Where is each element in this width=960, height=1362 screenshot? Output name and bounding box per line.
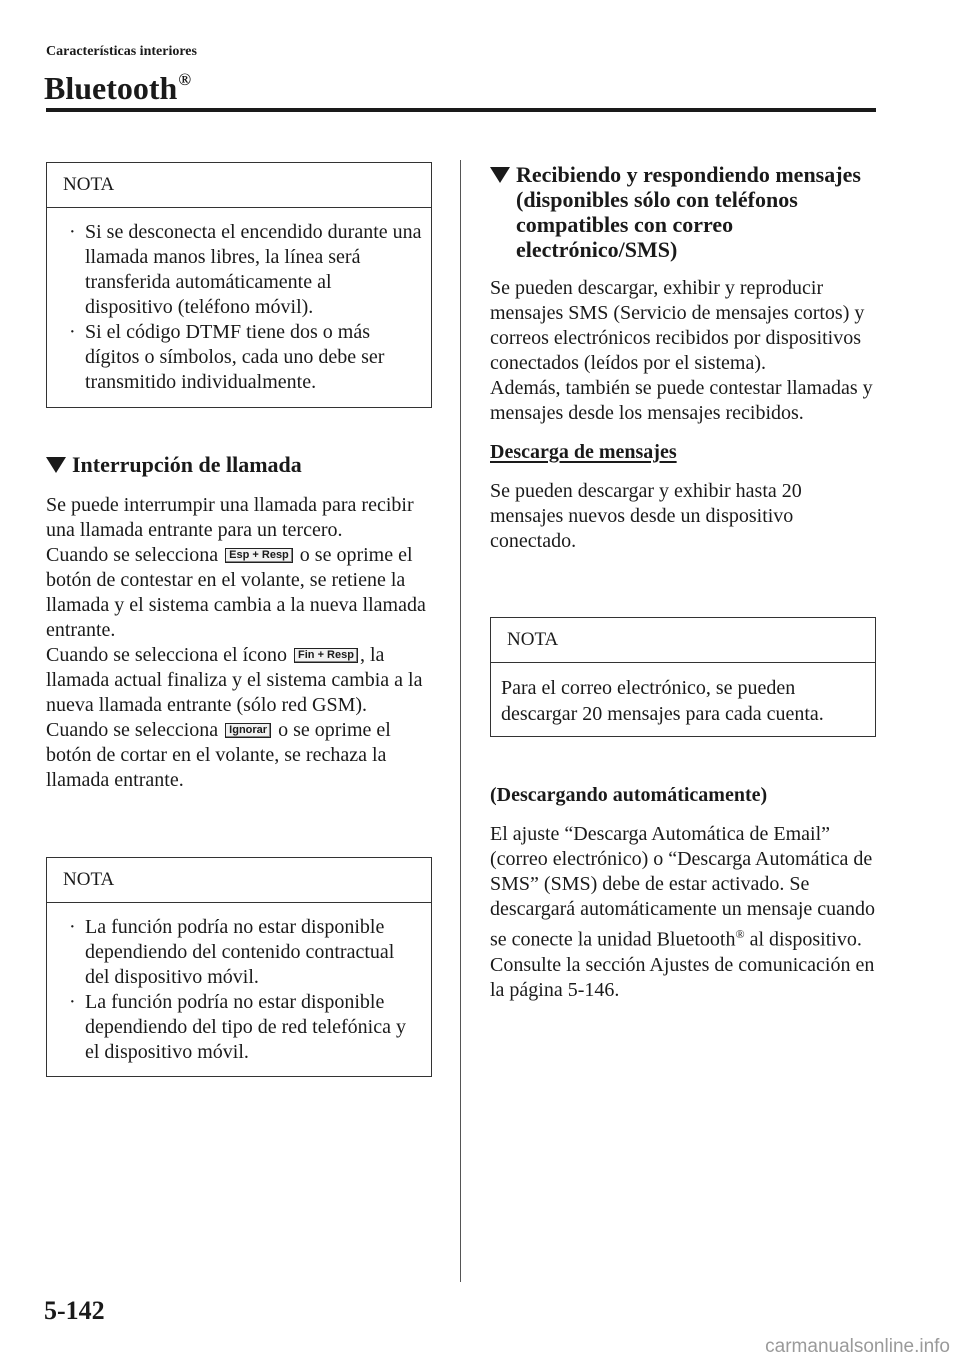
paragraph: [490, 822, 876, 953]
section-heading: [490, 162, 876, 262]
nota-item-text: Si el código DTMF tiene dos o más dígitos o símbolos, cada uno debe ser transmitido individualmente.: [85, 321, 385, 393]
page-title: [44, 60, 191, 108]
auto-download-section: [490, 783, 876, 1003]
esp-resp-button[interactable]: Esp + Resp: [225, 548, 293, 563]
page-number: 5-142: [44, 1296, 105, 1325]
heading-text: Recibiendo y respondiendo mensajes (disponibles sólo con teléfonos compatibles con correo electrónico/SMS): [516, 162, 861, 262]
nota-box-2: [46, 857, 432, 1077]
paragraph: [46, 543, 436, 643]
triangle-marker-icon: [46, 457, 66, 473]
paragraph: Consulte la sección Ajustes de comunicación en la página 5-146.: [490, 953, 875, 1001]
bullet-icon: ·: [69, 916, 76, 938]
nota-item-text: La función podría no estar disponible dependiendo del tipo de red telefónica y el dispositivo móvil.: [85, 991, 406, 1063]
fin-resp-button[interactable]: Fin + Resp: [294, 648, 358, 663]
triangle-marker-icon: [490, 167, 510, 183]
text: El ajuste “Descarga Automática de Email” (correo electrónico) o “Descarga Automática de SMS” (SMS) debe de estar activado. Se descargará automáticamente un mensaje cuando se conecte la unidad Bluetooth: [490, 823, 876, 951]
subheading: (Descargando automáticamente): [490, 784, 768, 806]
messages-section: [490, 162, 876, 554]
paragraph: Se pueden descargar y exhibir hasta 20 mensajes nuevos desde un dispositivo conectado.: [490, 480, 802, 552]
section-label: Características interiores: [46, 44, 197, 59]
paragraph: Se puede interrumpir una llamada para recibir una llamada entrante para un tercero.: [46, 494, 414, 541]
text: Cuando se selecciona el ícono: [46, 644, 288, 666]
nota-list: [47, 208, 431, 395]
list-item: [63, 915, 423, 990]
list-item: [63, 990, 423, 1065]
list-item: [63, 320, 423, 395]
text: Cuando se selecciona: [46, 719, 219, 741]
subheading: Descarga de mensajes: [490, 441, 677, 463]
watermark: carmanualsonline.info: [765, 1336, 950, 1357]
chapter-title: Bluetooth: [44, 70, 178, 106]
nota-item-text: Si se desconecta el encendido durante una llamada manos libres, la línea será transferida automáticamente al dispositivo (teléfono móvil).: [85, 221, 422, 318]
text: al dispositivo.: [744, 928, 862, 951]
nota-label: NOTA: [47, 163, 431, 208]
section-heading: [46, 452, 436, 477]
paragraph: [46, 718, 436, 793]
header-rule: [46, 108, 876, 112]
bullet-icon: ·: [69, 321, 76, 343]
paragraph: Además, también se puede contestar llamadas y mensajes desde los mensajes recibidos.: [490, 377, 873, 424]
nota-list: [47, 903, 431, 1065]
nota-label: NOTA: [47, 858, 431, 903]
nota-text: Para el correo electrónico, se pueden descargar 20 mensajes para cada cuenta.: [501, 677, 824, 725]
nota-box-3: [490, 617, 876, 737]
paragraph: [46, 643, 436, 718]
bullet-icon: ·: [69, 221, 76, 243]
text: o se oprime el botón de contestar en el volante, se retiene la llamada y el sistema cambia a la nueva llamada entrante.: [46, 544, 426, 641]
nota-box-1: [46, 162, 432, 408]
interrupt-section: [46, 452, 436, 793]
bullet-icon: ·: [69, 991, 76, 1013]
nota-item-text: La función podría no estar disponible dependiendo del contenido contractual del dispositivo móvil.: [85, 916, 395, 988]
text: , la llamada actual finaliza y el sistema cambia a la nueva llamada entrante (sólo red GSM).: [46, 644, 423, 716]
column-divider: [460, 160, 461, 1282]
registered-mark: ®: [735, 927, 745, 941]
heading-text: Interrupción de llamada: [72, 452, 302, 477]
list-item: [63, 220, 423, 320]
registered-mark: ®: [178, 70, 192, 89]
text: o se oprime el botón de cortar en el volante, se rechaza la llamada entrante.: [46, 719, 391, 791]
text: Cuando se selecciona: [46, 544, 219, 566]
paragraph: Se pueden descargar, exhibir y reproducir mensajes SMS (Servicio de mensajes cortos) y correos electrónicos recibidos por dispositivos conectados (leídos por el sistema).: [490, 277, 865, 374]
ignorar-button[interactable]: Ignorar: [225, 723, 271, 738]
nota-label: NOTA: [491, 618, 875, 663]
